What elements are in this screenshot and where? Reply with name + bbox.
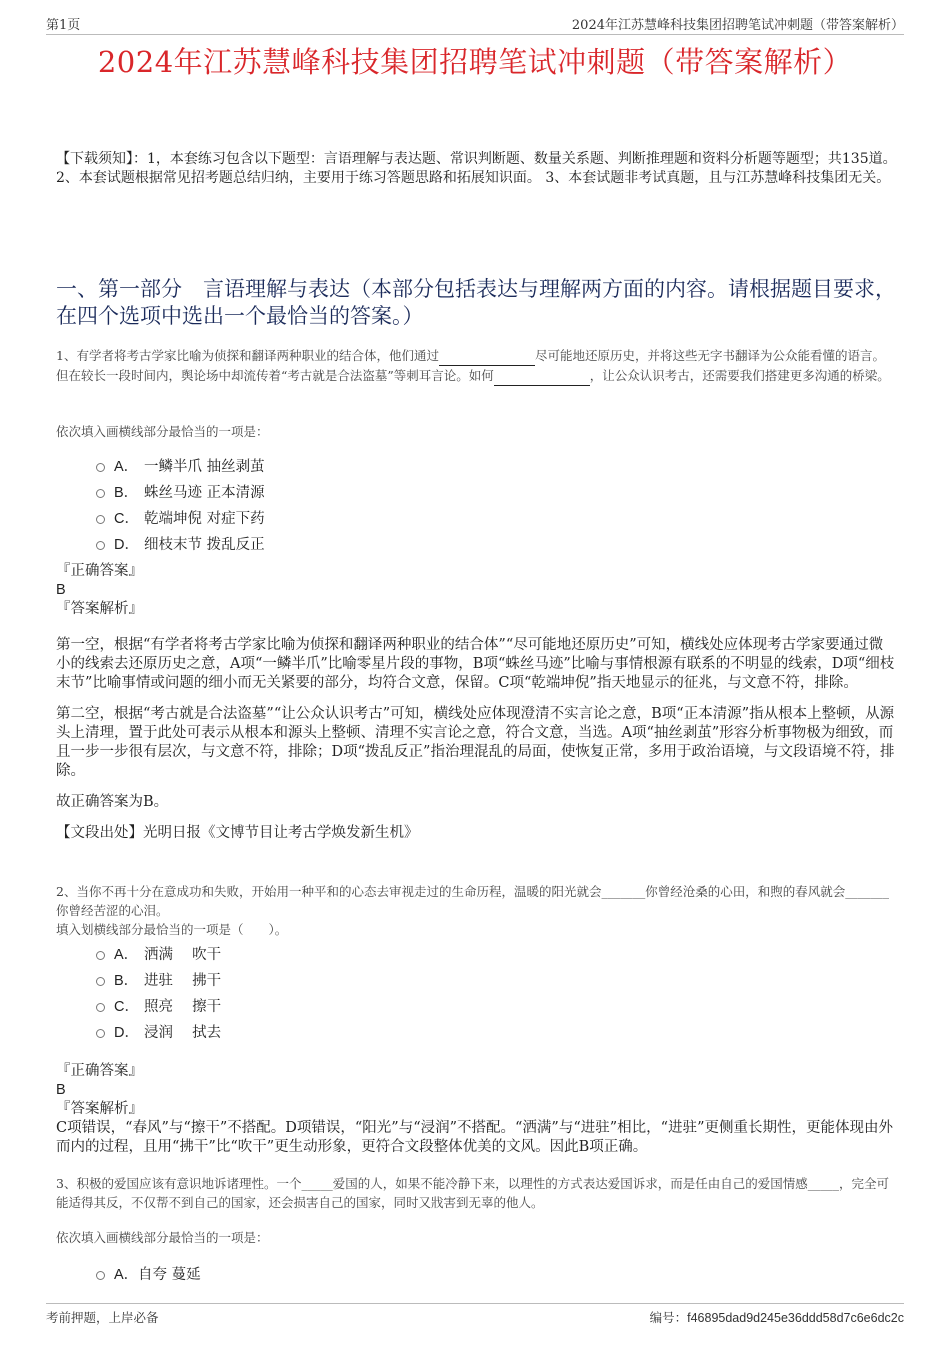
q1-blank-1	[439, 346, 535, 366]
section-title: 一、第一部分 言语理解与表达（本部分包括表达与理解两方面的内容。请根据题目要求，在四个选项中选出一个最恰当的答案。）	[56, 277, 896, 328]
q2-options	[96, 940, 221, 1044]
q1-analysis-p2: 第二空，根据“考古就是合法盗墓”“让公众认识考古”可知，横线处应体现澄清不实言论之意，B项“正本清源”指从根本上整顿，从源头上清理，置于此处可表示从根本和源头上整顿、清理不实言论之意，符合文意，当选。A项“抽丝剥茧”形容分析事物极为细致，而且一步一步很有层次，与文意不符，排除；D项“拨乱反正”指治理混乱的局面，使恢复正常，多用于政治语境，与文段语境不符，排除。	[56, 706, 895, 779]
q1-answer: B	[56, 582, 66, 598]
header-doc-title: 2024年江苏慧峰科技集团招聘笔试冲刺题（带答案解析）	[571, 18, 904, 33]
q1-option-c[interactable]: C． 乾端坤倪 对症下药	[96, 504, 265, 530]
q1-source: 【文段出处】光明日报《文博节目让考古学焕发新生机》	[56, 825, 419, 841]
radio-icon[interactable]	[96, 489, 105, 498]
q1-stem-part-b: 尽可能地还原历史，并将这些无字书翻译为公众能看懂的语言。但在较长一段时间内，舆论场中却流传着“考古就是合法盗墓”等刺耳言论。如何	[56, 348, 885, 383]
q1-analysis-p3: 故正确答案为B。	[56, 794, 169, 810]
q1-prompt: 依次填入画横线部分最恰当的一项是：	[56, 424, 269, 439]
q1-option-b[interactable]: B． 蛛丝马迹 正本清源	[96, 478, 265, 504]
radio-icon[interactable]	[96, 951, 105, 960]
radio-icon[interactable]	[96, 1003, 105, 1012]
footer-code: f46895dad9d245e36ddd58d7c6e6dc2c	[687, 1311, 904, 1325]
page-number: 第1页	[46, 18, 81, 33]
page-header	[46, 14, 904, 35]
q1-answer-block	[56, 562, 896, 619]
question-1-stem	[56, 346, 896, 386]
q1-answer-label: 『正确答案』	[56, 563, 143, 579]
radio-icon[interactable]	[96, 1029, 105, 1038]
download-notice: 【下载须知】：1，本套练习包含以下题型：言语理解与表达题、常识判断题、数量关系题、判断推理题和资料分析题等题型；共135道。 2、本套试题根据常见招考题总结归纳，主要用于练习答题思路和拓展知识面。 3、本套试题非考试真题，且与江苏慧峰科技集团无关。	[56, 151, 897, 186]
q2-answer-block	[56, 1062, 896, 1157]
q2-option-b[interactable]: B． 进驻 拂干	[96, 966, 221, 992]
q2-analysis-label: 『答案解析』	[56, 1101, 143, 1117]
q2-answer-label: 『正确答案』	[56, 1063, 143, 1079]
footer-id: 编号：f46895dad9d245e36ddd58d7c6e6dc2c	[649, 1310, 904, 1325]
q3-prompt: 依次填入画横线部分最恰当的一项是：	[56, 1230, 269, 1245]
radio-icon[interactable]	[96, 1271, 105, 1280]
q2-option-a[interactable]: A． 洒满 吹干	[96, 940, 221, 966]
q1-analysis-label: 『答案解析』	[56, 601, 143, 617]
radio-icon[interactable]	[96, 463, 105, 472]
q2-answer: B	[56, 1082, 66, 1098]
q2-analysis: C项错误，“春风”与“擦干”不搭配。D项错误，“阳光”与“浸润”不搭配。“洒满”与“进驻”相比，“进驻”更侧重长期性，更能体现由外而内的过程，且用“拂干”比“吹干”更生动形象，更符合文段整体优美的文风。因此B项正确。	[56, 1120, 893, 1155]
q2-option-c[interactable]: C． 照亮 擦干	[96, 992, 221, 1018]
question-2-stem: 2、当你不再十分在意成功和失败，开始用一种平和的心态去审视走过的生命历程，温暖的阳光就会_______你曾经沧桑的心田，和煦的春风就会_______你曾经苦涩的心泪。	[56, 884, 889, 918]
radio-icon[interactable]	[96, 515, 105, 524]
q1-option-a[interactable]: A． 一鳞半爪 抽丝剥茧	[96, 452, 265, 478]
q1-stem-part-c: ，让公众认识考古，还需要我们搭建更多沟通的桥梁。	[589, 368, 890, 383]
radio-icon[interactable]	[96, 977, 105, 986]
question-3-stem: 3、积极的爱国应该有意识地诉诸理性。一个_____爱国的人，如果不能冷静下来，以理性的方式表达爱国诉求，而是任由自己的爱国情感_____，完全可能适得其反，不仅帮不到自己的国家，还会损害自己的国家，同时又戕害到无辜的他人。	[56, 1176, 889, 1210]
q3-options	[96, 1260, 201, 1286]
q3-option-a[interactable]: A． 自夸 蔓延	[96, 1260, 201, 1286]
page-title: 2024年江苏慧峰科技集团招聘笔试冲刺题（带答案解析）	[97, 45, 853, 79]
q1-stem-part-a: 1、有学者将考古学家比喻为侦探和翻译两种职业的结合体，他们通过	[56, 348, 439, 363]
footer-slogan: 考前押题，上岸必备	[46, 1310, 159, 1325]
radio-icon[interactable]	[96, 541, 105, 550]
page-footer	[46, 1303, 904, 1327]
q1-analysis-p1: 第一空，根据“有学者将考古学家比喻为侦探和翻译两种职业的结合体”“尽可能地还原历史”可知，横线处应体现考古学家要通过微小的线索去还原历史之意，A项“一鳞半爪”比喻零星片段的事物，B项“蛛丝马迹”比喻与事情根源有联系的不明显的线索，D项“细枝末节”比喻事情或问题的细小而无关紧要的部分，均符合文意，保留。C项“乾端坤倪”指天地显示的征兆，与文意不符，排除。	[56, 637, 895, 691]
q2-option-d[interactable]: D． 浸润 拭去	[96, 1018, 221, 1044]
q1-analysis	[56, 636, 896, 855]
q1-blank-2	[494, 366, 590, 386]
q2-prompt: 填入划横线部分最恰当的一项是（ ）。	[56, 922, 288, 937]
q1-options	[96, 452, 265, 556]
q1-option-d[interactable]: D． 细枝末节 拨乱反正	[96, 530, 265, 556]
